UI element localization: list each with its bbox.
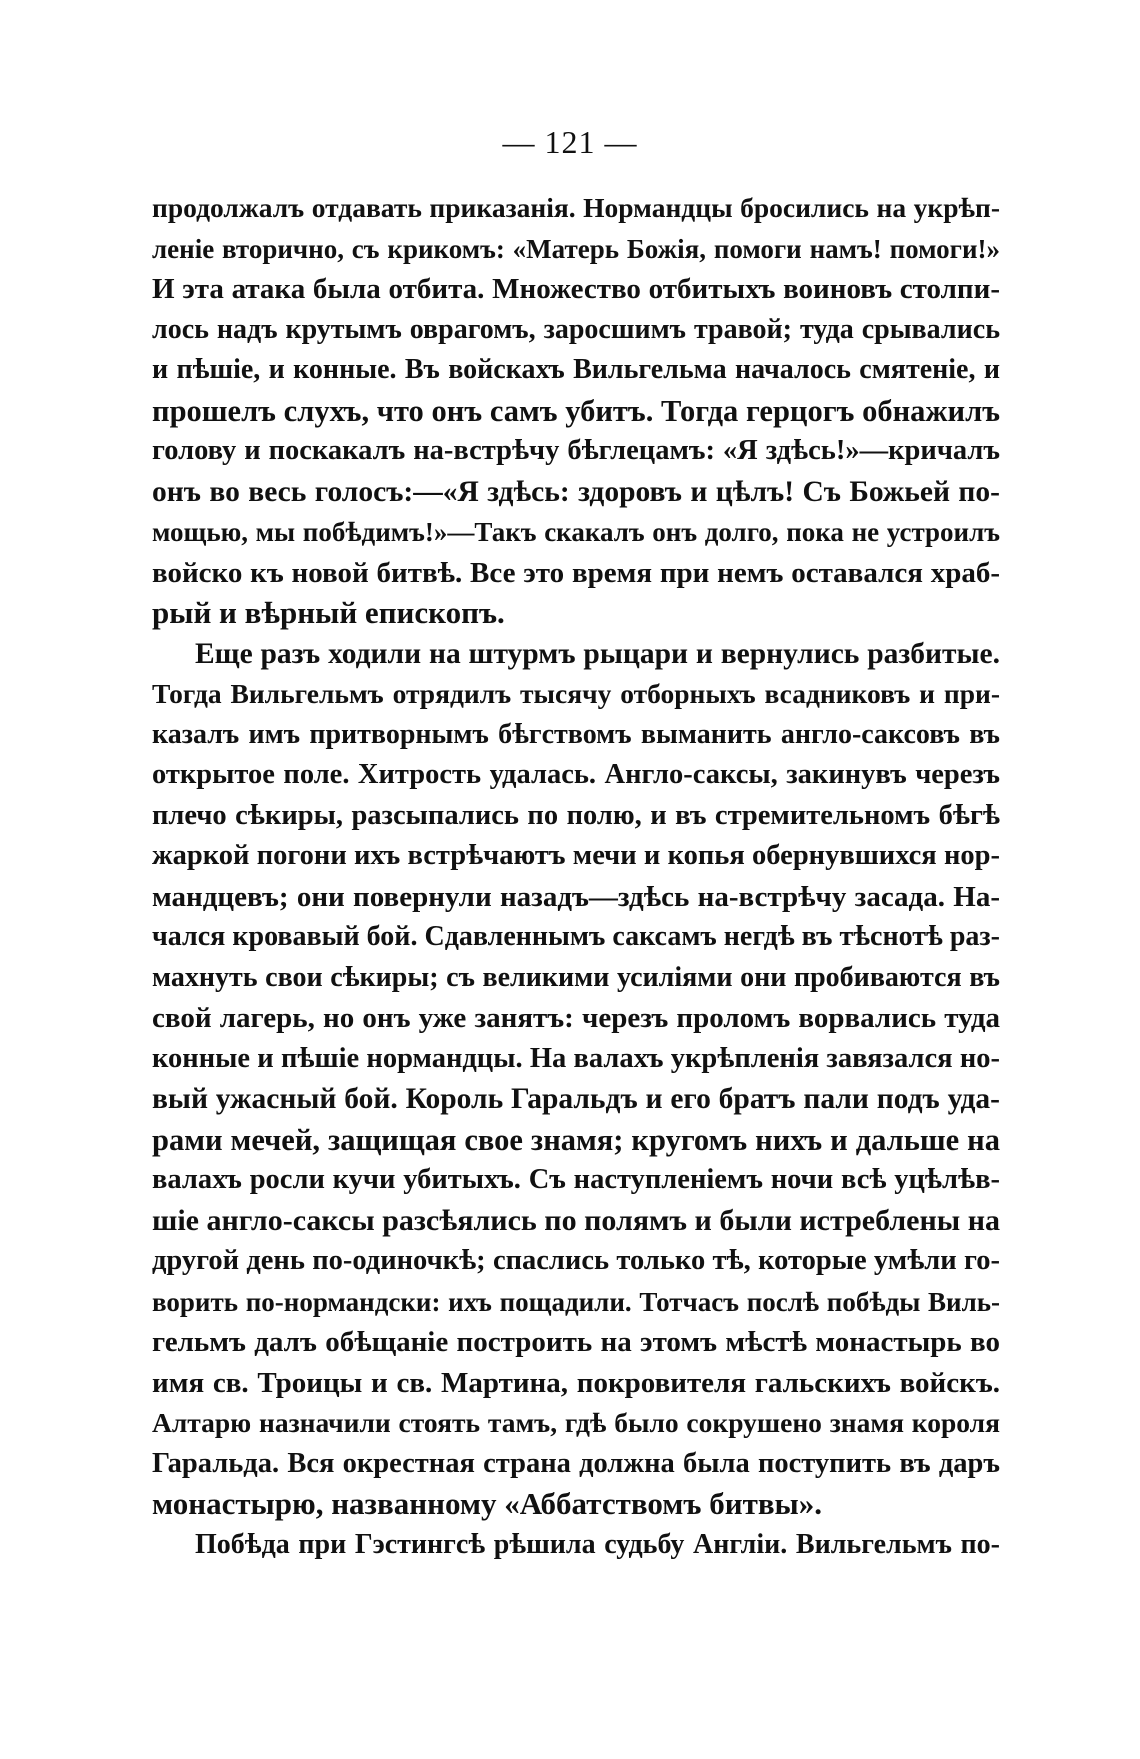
text-line: свой лагерь, но онъ уже занятъ: черезъ проломъ ворвались туда xyxy=(152,1002,1000,1034)
text-line: казалъ имъ притворнымъ бѣгствомъ выманить англо-саксовъ въ xyxy=(152,718,1000,750)
text-line: валахъ росли кучи убитыхъ. Съ наступленіемъ ночи всѣ уцѣлѣв- xyxy=(152,1164,1000,1195)
text-line: другой день по-одиночкѣ; спаслись только тѣ, которые умѣли го- xyxy=(152,1245,1000,1276)
text-line: гельмъ далъ обѣщаніе построить на этомъ мѣстѣ монастырь во xyxy=(152,1326,1000,1358)
text-line: рый и вѣрный епископъ. xyxy=(152,595,505,630)
body-text xyxy=(152,188,1000,1565)
text-line: Гаральда. Вся окрестная страна должна была поступить въ даръ xyxy=(152,1447,1000,1479)
text-line: имя св. Троицы и св. Мартина, покровителя гальскихъ войскъ. xyxy=(152,1366,1000,1399)
text-line: Еще разъ ходили на штурмъ рыцари и вернулись разбитые. xyxy=(195,637,1000,670)
text-line: мощью, мы побѣдимъ!»—Такъ скакалъ онъ долго, пока не устроилъ xyxy=(152,517,1000,547)
text-line: чался кровавый бой. Сдавленнымъ саксамъ негдѣ въ тѣснотѣ раз- xyxy=(152,921,1000,952)
text-line: махнуть свои сѣкиры; съ великими усиліями они пробиваются въ xyxy=(152,961,1000,993)
text-line: Алтарю назначили стоять тамъ, гдѣ было сокрушено знамя короля xyxy=(152,1407,1000,1438)
text-line: жаркой погони ихъ встрѣчаютъ мечи и копья обернувшихся нор- xyxy=(152,840,1000,871)
page-number: — 121 — xyxy=(502,124,638,160)
text-line: мандцевъ; они повернули назадъ—здѣсь на-встрѣчу засада. На- xyxy=(152,880,1000,913)
text-line: рами мечей, защищая свое знамя; кругомъ нихъ и дальше на xyxy=(152,1122,1000,1157)
text-line: монастырю, названному «Аббатствомъ битвы». xyxy=(152,1486,823,1521)
text-line: леніе вторично, съ крикомъ: «Матерь Божія, помоги намъ! помоги!» xyxy=(152,233,1000,264)
text-line: лось надъ крутымъ оврагомъ, заросшимъ травой; туда срывались xyxy=(152,313,1000,345)
text-line: прошелъ слухъ, что онъ самъ убитъ. Тогда герцогъ обнажилъ xyxy=(152,393,1000,428)
text-line: открытое поле. Хитрость удалась. Англо-саксы, закинувъ черезъ xyxy=(152,759,1000,790)
text-line: конные и пѣшіе нормандцы. На валахъ укрѣпленія завязался но- xyxy=(152,1042,1000,1074)
text-line: голову и поскакалъ на-встрѣчу бѣглецамъ: «Я здѣсь!»—кричалъ xyxy=(152,435,1000,466)
text-line: и пѣшіе, и конные. Въ войскахъ Вильгельма началось смятеніе, и xyxy=(152,354,1000,385)
text-line: шіе англо-саксы разсѣялись по полямъ и были истреблены на xyxy=(152,1203,1000,1237)
text-line: продолжалъ отдавать приказанія. Нормандцы бросились на укрѣп- xyxy=(152,192,1000,223)
text-line: Тогда Вильгельмъ отрядилъ тысячу отборныхъ всадниковъ и при- xyxy=(152,678,1000,709)
text-line: ворить по-нормандски: ихъ пощадили. Тотчасъ послѣ побѣды Виль- xyxy=(152,1286,1000,1317)
text-line: войско къ новой битвѣ. Все это время при немъ оставался храб- xyxy=(152,556,1000,589)
text-line: онъ во весь голосъ:—«Я здѣсь: здоровъ и цѣлъ! Съ Божьей по- xyxy=(152,475,1000,508)
text-line: Побѣда при Гэстингсѣ рѣшила судьбу Англіи. Вильгельмъ по- xyxy=(195,1528,1000,1560)
text-line: вый ужасный бой. Король Гаральдъ и его братъ пали подъ уда- xyxy=(152,1083,1000,1115)
text-line: И эта атака была отбита. Множество отбитыхъ воиновъ столпи- xyxy=(152,273,1000,305)
text-line: плечо сѣкиры, разсыпались по полю, и въ стремительномъ бѣгѣ xyxy=(152,799,1000,831)
